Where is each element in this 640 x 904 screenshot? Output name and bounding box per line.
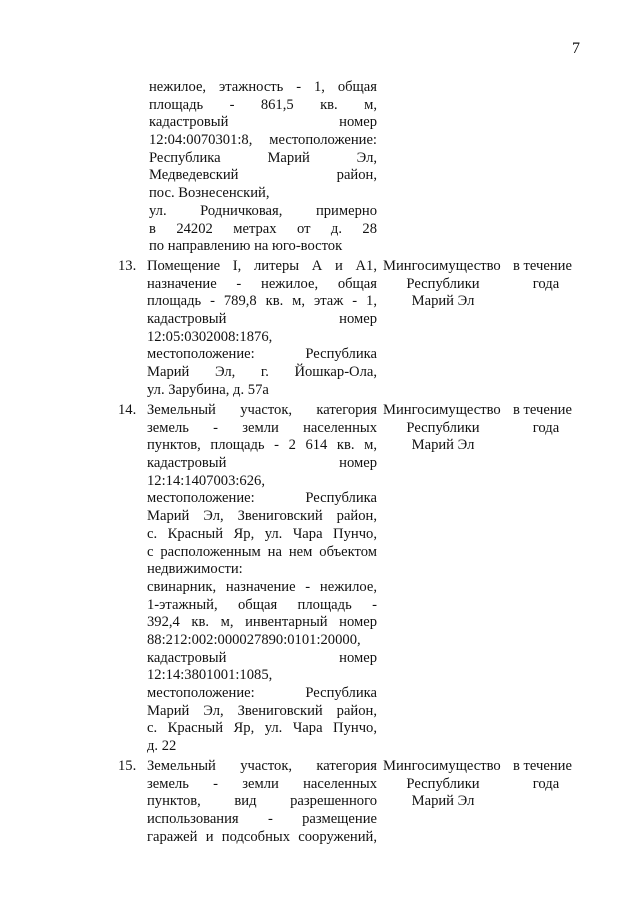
description-line: ул. Зарубина, д. 57а: [147, 381, 269, 398]
description-line: свинарник, назначение - нежилое,: [147, 578, 377, 595]
row-deadline: [513, 402, 579, 437]
deadline-line: года: [532, 419, 560, 436]
description-line: 88:212:002:000027890:0101:20000,: [147, 631, 361, 648]
description-line: кадастровый номер: [147, 311, 377, 328]
description-line: нежилое, этажность - 1, общая: [149, 79, 377, 95]
description-line: 12:05:0302008:1876,: [147, 328, 273, 345]
responsible-line: Республики: [406, 275, 480, 292]
description-line: 392,4 кв. м, инвентарный номер: [147, 614, 377, 631]
responsible-line: Марий Эл: [411, 793, 475, 810]
responsible-line: Республики: [406, 419, 480, 436]
description-line: с расположенным на нем объектом: [147, 543, 377, 560]
row-description: [147, 402, 377, 756]
row-number: 14.: [118, 402, 137, 418]
row-number: 13.: [118, 258, 137, 274]
row-responsible: [383, 758, 503, 811]
description-line: кадастровый номер: [147, 455, 377, 472]
description-line: кадастровый номер: [149, 114, 377, 131]
description-line: недвижимости:: [147, 561, 243, 578]
row-number: 15.: [118, 758, 137, 774]
description-line: пос. Вознесенский,: [149, 185, 270, 202]
description-line: Марий Эл, г. Йошкар-Ола,: [147, 364, 377, 381]
row-responsible: [383, 402, 503, 455]
row-responsible: [383, 258, 503, 311]
description-line: земель - земли населенных: [147, 775, 377, 792]
description-line: ул. Родничковая, примерно: [149, 202, 377, 219]
description-line: в 24202 метрах от д. 28: [149, 220, 377, 237]
description-line: Земельный участок, категория: [147, 402, 377, 418]
description-line: гаражей и подсобных сооружений,: [147, 828, 377, 845]
description-line: назначение - нежилое, общая: [147, 275, 377, 292]
table-row: [0, 258, 640, 400]
row-deadline: [513, 758, 579, 793]
description-line: с. Красный Яр, ул. Чара Пунчо,: [147, 720, 377, 737]
responsible-line: Марий Эл: [411, 293, 475, 310]
description-line: д. 22: [147, 738, 177, 755]
description-line: 1-этажный, общая площадь -: [147, 596, 377, 613]
description-line: с. Красный Яр, ул. Чара Пунчо,: [147, 525, 377, 542]
description-line: Марий Эл, Звениговский район,: [147, 702, 377, 719]
responsible-line: Мингосимущество: [383, 402, 501, 418]
deadline-line: года: [532, 775, 560, 792]
responsible-line: Мингосимущество: [383, 758, 501, 774]
deadline-line: года: [532, 275, 560, 292]
description-line: пунктов, площадь - 2 614 кв. м,: [147, 437, 377, 454]
description-line: по направлению на юго-восток: [149, 238, 343, 255]
responsible-line: Мингосимущество: [383, 258, 501, 274]
description-line: Республика Марий Эл,: [149, 149, 377, 166]
deadline-line: в течение: [513, 758, 572, 774]
description-line: кадастровый номер: [147, 649, 377, 666]
row-description: [147, 758, 377, 846]
description-line: местоположение: Республика: [147, 490, 377, 507]
description-line: пунктов, вид разрешенного: [147, 793, 377, 810]
description-line: 12:14:1407003:626,: [147, 472, 265, 489]
page-number: 7: [572, 40, 580, 57]
row-deadline: [513, 258, 579, 293]
description-line: 12:14:3801001:1085,: [147, 667, 273, 684]
table-row: [0, 758, 640, 848]
table-row: [0, 402, 640, 756]
description-line: площадь - 789,8 кв. м, этаж - 1,: [147, 293, 377, 310]
continuation-description: [149, 79, 377, 256]
description-line: площадь - 861,5 кв. м,: [149, 96, 377, 113]
description-line: земель - земли населенных: [147, 419, 377, 436]
description-line: местоположение: Республика: [147, 685, 377, 701]
description-line: Земельный участок, категория: [147, 758, 377, 774]
description-line: Медведевский район,: [149, 167, 377, 184]
deadline-line: в течение: [513, 258, 572, 274]
description-line: 12:04:0070301:8, местоположение:: [149, 132, 377, 149]
description-line: Марий Эл, Звениговский район,: [147, 508, 377, 525]
description-line: Помещение I, литеры А и А1,: [147, 258, 377, 274]
responsible-line: Республики: [406, 775, 480, 792]
description-line: использования - размещение: [147, 811, 377, 828]
responsible-line: Марий Эл: [411, 437, 475, 454]
deadline-line: в течение: [513, 402, 572, 418]
description-line: местоположение: Республика: [147, 346, 377, 363]
row-description: [147, 258, 377, 400]
